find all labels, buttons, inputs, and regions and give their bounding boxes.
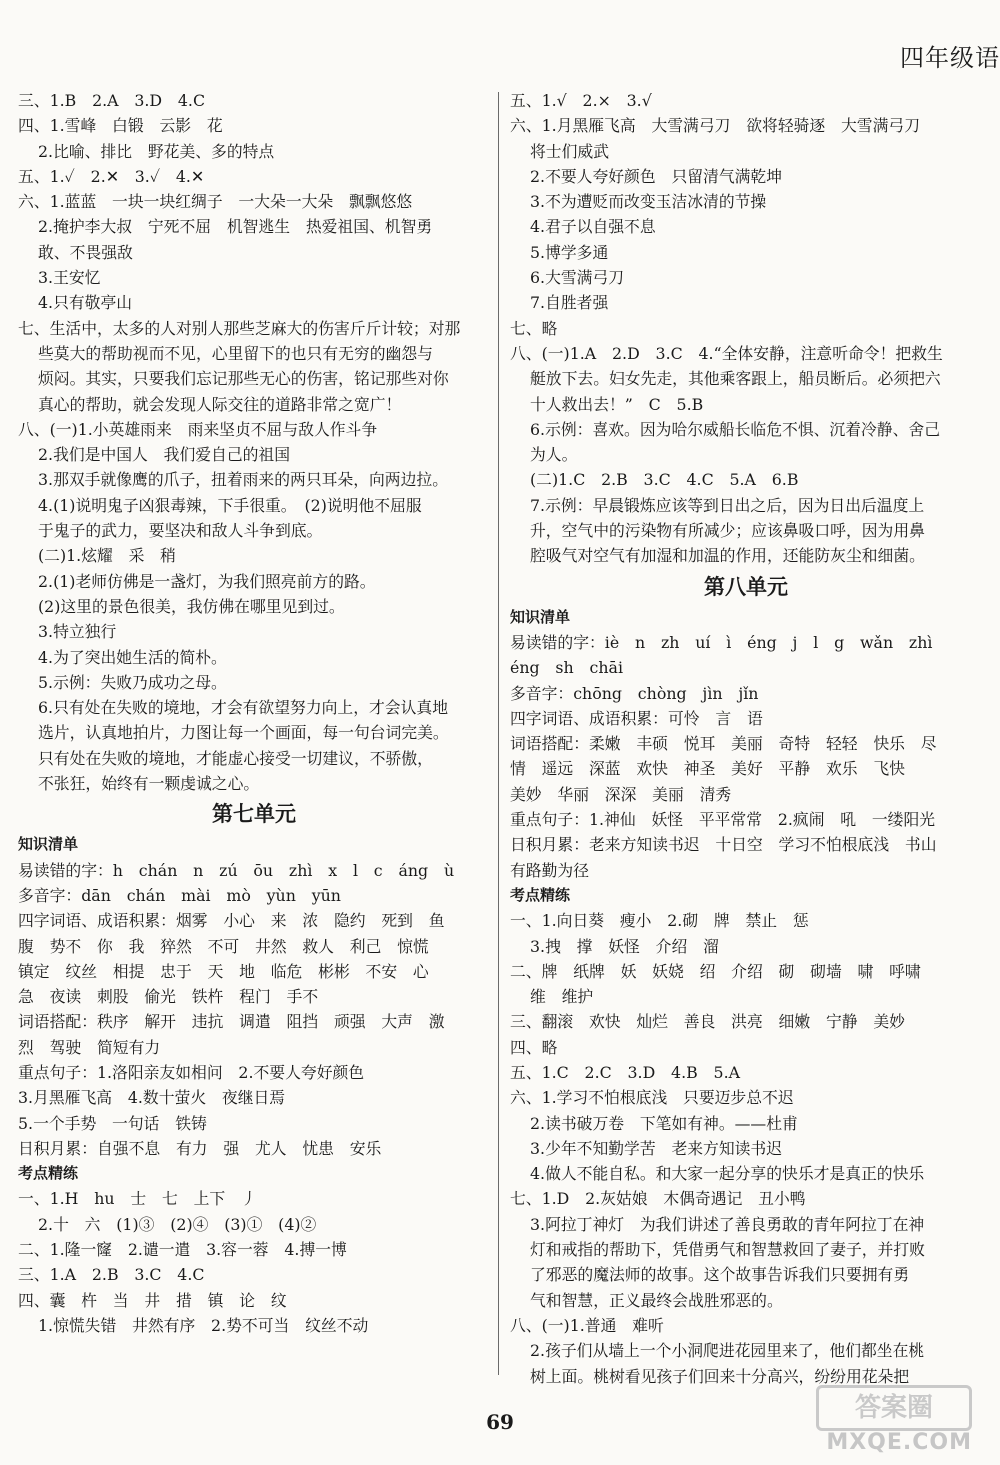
answer-line: 日积月累：自强不息 有力 强 尤人 忧患 安乐 — [18, 1138, 382, 1158]
answer-line: 四、1.雪峰 白锻 云影 花 — [18, 116, 223, 136]
answer-line: 不张狂，始终有一颗虔诚之心。 — [38, 774, 260, 794]
answer-line: 易读错的字：iè n zh uí ì éng j l g wǎn zhì — [510, 632, 933, 652]
answer-line: 2.(1)老师仿佛是一盏灯，为我们照亮前方的路。 — [38, 571, 376, 591]
answer-line: 三、1.B 2.A 3.D 4.C — [18, 91, 206, 110]
answer-line: 七、略 — [510, 318, 558, 338]
answer-line: (2)这里的景色很美，我仿佛在哪里见到过。 — [38, 596, 345, 616]
answer-line: 三、1.A 2.B 3.C 4.C — [18, 1265, 205, 1285]
answer-line: 五、1.√ 2.× 3.√ — [510, 91, 652, 110]
answer-line: 八、(一)1.A 2.D 3.C 4.“全体安静，注意听命令！把救生 — [510, 343, 943, 363]
answer-line: 七、生活中，太多的人对别人那些芝麻大的伤害斤斤计较；对那 — [18, 318, 461, 338]
answer-line: 5.一个手势 一句话 铁铸 — [18, 1113, 207, 1133]
subsection-heading: 知识清单 — [510, 607, 571, 626]
answer-line: 灯和戒指的帮助下，凭借勇气和智慧救回了妻子，并打败 — [530, 1240, 925, 1260]
section-heading: 第八单元 — [704, 574, 788, 599]
answer-line: 3.月黑雁飞高 4.数十萤火 夜继日焉 — [18, 1088, 286, 1108]
answer-line: 4.做人不能自私。和大家一起分享的快乐才是真正的快乐 — [530, 1164, 925, 1184]
answer-line: 烦闷。其实，只要我们忘记那些无心的伤害，铭记那些对你 — [38, 369, 449, 389]
answer-line: 重点句子：1.神仙 妖怪 平平常常 2.疯闹 吼 一缕阳光 — [510, 810, 936, 830]
answer-line: 多音字：chōng chòng jìn jǐn — [510, 683, 759, 703]
watermark-logo — [812, 1385, 972, 1455]
answer-line: 敢、不畏强敌 — [38, 242, 133, 262]
answer-line: 有路勤为径 — [510, 860, 589, 880]
answer-line: 六、1.月黑雁飞高 大雪满弓刀 欲将轻骑逐 大雪满弓刀 — [510, 116, 920, 136]
answer-line: 词语搭配：柔嫩 丰硕 悦耳 美丽 奇特 轻轻 快乐 尽 — [510, 734, 937, 754]
answer-line: 七、1.D 2.灰姑娘 木偶奇遇记 丑小鸭 — [510, 1189, 806, 1209]
answer-line: 五、1.C 2.C 3.D 4.B 5.A — [510, 1062, 740, 1082]
answer-line: 7.示例：早晨锻炼应该等到日出之后，因为日出后温度上 — [530, 495, 925, 515]
answer-line: 美妙 华丽 深深 美丽 清秀 — [510, 784, 732, 804]
column-divider — [498, 92, 499, 1375]
answer-line: éng sh chāi — [510, 658, 624, 678]
answer-line: 5.示例：失败乃成功之母。 — [38, 672, 227, 692]
answer-line: 1.惊慌失错 井然有序 2.势不可当 纹丝不动 — [38, 1315, 369, 1335]
answer-line: 选片，认真地拍片，力图让每一个画面，每一句台词完美。 — [38, 723, 449, 743]
answer-line: 3.阿拉丁神灯 为我们讲述了善良勇敢的青年阿拉丁在神 — [530, 1214, 925, 1234]
answer-line: 二、牌 纸牌 妖 妖娆 绍 介绍 砌 砌墙 啸 呼啸 — [510, 961, 921, 981]
answer-line: 一、1.向日葵 瘦小 2.砌 牌 禁止 惩 — [510, 911, 809, 931]
answer-line: 维 维护 — [530, 987, 594, 1007]
answer-line: 4.(1)说明鬼子凶狠毒辣，下手很重。 (2)说明他不屈服 — [38, 495, 422, 515]
answer-line: 3.特立独行 — [38, 622, 117, 642]
watermark-logo-text: 答案圈 — [816, 1385, 972, 1431]
answer-line: 升，空气中的污染物有所减少；应该鼻吸口呼，因为用鼻 — [530, 521, 925, 541]
answer-line: 只有处在失败的境地，才能虚心接受一切建议，不骄傲， — [38, 748, 433, 768]
answer-line: 易读错的字：h chán n zú ōu zhì x l c áng ù — [18, 860, 455, 880]
answer-line: 急 夜读 刺股 偷光 铁杵 程门 手不 — [18, 987, 319, 1007]
answer-line: 六、1.蓝蓝 一块一块红绸子 一大朵一大朵 飘飘悠悠 — [18, 192, 413, 212]
subsection-heading: 考点精练 — [18, 1164, 79, 1183]
answer-line: 日积月累：老来方知读书迟 十日空 学习不怕根底浅 书山 — [510, 835, 937, 855]
answer-line: 气和智慧，正义最终会战胜邪恶的。 — [530, 1290, 783, 1310]
right-column — [510, 88, 982, 1389]
answer-line: 2.掩护李大叔 宁死不屈 机智逃生 热爱祖国、机智勇 — [38, 217, 433, 237]
answer-line: (二)1.C 2.B 3.C 4.C 5.A 6.B — [530, 470, 799, 490]
answer-line: 2.我们是中国人 我们爱自己的祖国 — [38, 445, 291, 465]
answer-line: 一、1.H hu 士 七 上下 丿 — [18, 1189, 257, 1209]
answer-line: 6.大雪满弓刀 — [530, 268, 625, 288]
answer-line: 为人。 — [530, 445, 578, 465]
answer-line: 2.比喻、排比 野花美、多的特点 — [38, 141, 275, 161]
answer-line: 腹 势不 你 我 猝然 不可 井然 救人 利己 惊慌 — [18, 936, 429, 956]
answer-line: 7.自胜者强 — [530, 293, 609, 313]
answer-line: 三、翻滚 欢快 灿烂 善良 洪亮 细嫩 宁静 美妙 — [510, 1012, 905, 1032]
answer-line: 八、(一)1.普通 难听 — [510, 1315, 664, 1335]
answer-line: 词语搭配：秩序 解开 违抗 调遣 阻挡 顽强 大声 激 — [18, 1012, 445, 1032]
answer-line: 十人救出去！” C 5.B — [530, 394, 704, 414]
answer-line: 镇定 纹丝 相提 忠于 天 地 临危 彬彬 不安 心 — [18, 961, 429, 981]
answer-line: 烈 驾驶 简短有力 — [18, 1037, 161, 1057]
answer-line: 些莫大的帮助视而不见，心里留下的也只有无穷的幽怨与 — [38, 343, 433, 363]
answer-line: 于鬼子的武力，要坚决和敌人斗争到底。 — [38, 521, 323, 541]
answer-line: 5.博学多通 — [530, 242, 609, 262]
answer-line: 2.不要人夸好颜色 只留清气满乾坤 — [530, 166, 783, 186]
answer-line: 四、略 — [510, 1037, 558, 1057]
subsection-heading: 考点精练 — [510, 885, 571, 904]
page-number: 69 — [486, 1410, 514, 1434]
answer-line: 6.只有处在失败的境地，才会有欲望努力向上，才会认真地 — [38, 698, 448, 718]
answer-line: 艇放下去。妇女先走，其他乘客跟上，船员断后。必须把六 — [530, 369, 941, 389]
answer-line: 四字词语、成语积累：烟雾 小心 来 浓 隐约 死到 鱼 — [18, 911, 445, 931]
answer-line: 2.十 六 (1)③ (2)④ (3)① (4)② — [38, 1214, 317, 1234]
answer-line: 3.不为遭贬而改变玉洁冰清的节操 — [530, 192, 767, 212]
page-header-title: 四年级语 — [900, 44, 1000, 72]
answer-line: 情 遥远 深蓝 欢快 神圣 美好 平静 欢乐 飞快 — [510, 759, 905, 779]
answer-line: 4.君子以自强不息 — [530, 217, 656, 237]
answer-line: 重点句子：1.洛阳亲友如相问 2.不要人夸好颜色 — [18, 1062, 365, 1082]
answer-line: 4.为了突出她生活的简朴。 — [38, 647, 227, 667]
answer-line: 3.王安忆 — [38, 268, 101, 288]
answer-line: 了邪恶的魔法师的故事。这个故事告诉我们只要拥有勇 — [530, 1265, 910, 1285]
answer-line: 六、1.学习不怕根底浅 只要迈步总不迟 — [510, 1088, 794, 1108]
answer-line: 3.拽 撑 妖怪 介绍 溜 — [530, 936, 719, 956]
answer-line: 3.那双手就像鹰的爪子，扭着雨来的两只耳朵，向两边拉。 — [38, 470, 448, 490]
answer-line: 3.少年不知勤学苦 老来方知读书迟 — [530, 1138, 783, 1158]
answer-line: 2.读书破万卷 下笔如有神。——杜甫 — [530, 1113, 798, 1133]
answer-line: 将士们威武 — [530, 141, 609, 161]
answer-line: (二)1.炫耀 采 稍 — [38, 546, 176, 566]
answer-line: 腔吸气对空气有加湿和加温的作用，还能防灰尘和细菌。 — [530, 546, 925, 566]
answer-line: 多音字：dān chán mài mò yùn yūn — [18, 885, 341, 905]
answer-line: 真心的帮助，就会发现人际交往的道路非常之宽广！ — [38, 394, 402, 414]
answer-line: 二、1.隆一窿 2.谴一遣 3.容一蓉 4.搏一博 — [18, 1240, 347, 1260]
answer-line: 2.孩子们从墙上一个小洞爬进花园里来了，他们都坐在桃 — [530, 1341, 925, 1361]
answer-line: 6.示例：喜欢。因为哈尔威船长临危不惧、沉着冷静、舍己 — [530, 419, 940, 439]
answer-line: 四、囊 杵 当 井 措 镇 论 纹 — [18, 1290, 287, 1310]
subsection-heading: 知识清单 — [18, 835, 79, 854]
answer-line: 四字词语、成语积累：可怜 言 语 — [510, 708, 763, 728]
left-column — [18, 88, 490, 1338]
watermark-site-text: MXQE.COM — [826, 1430, 972, 1455]
answer-line: 树上面。桃树看见孩子们回来十分高兴，纷纷用花朵把 — [530, 1366, 910, 1386]
section-heading: 第七单元 — [212, 802, 296, 827]
answer-line: 4.只有敬亭山 — [38, 293, 133, 313]
answer-line: 五、1.✓ 2.✕ 3.✓ 4.✕ — [18, 166, 205, 186]
answer-line: 八、(一)1.小英雄雨来 雨来坚贞不屈与敌人作斗争 — [18, 419, 378, 439]
